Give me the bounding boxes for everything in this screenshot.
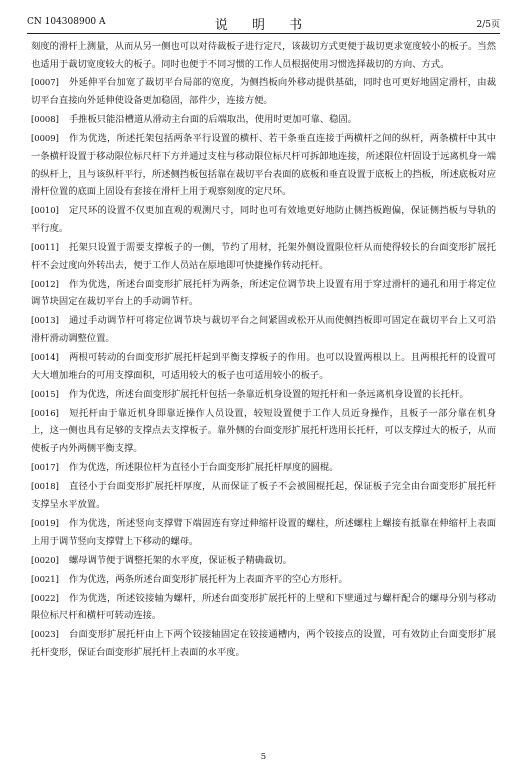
- paragraph-number: [0009]: [31, 133, 59, 144]
- paragraph: [31, 386, 496, 404]
- document-body: [31, 38, 496, 663]
- paragraph-number: [0018]: [31, 481, 59, 492]
- paragraph: [31, 515, 496, 550]
- paragraph-text: 定尺环的设置不仅更加直观的观测尺寸，同时也可有效地更好地防止侧挡板跑偏，保证侧挡板与导轨的平行度。: [31, 205, 496, 234]
- paragraph-text: 短托杆由于靠近机身即靠近操作人员设置，较短设置便于工作人员近身操作，且板子一部分靠在机身上，这一侧也具有足够的支撑点去支撑板子。靠外侧的台面变形扩展托杆选用长托杆，可以支撑过大的板子，从而使板子内外两侧平衡支撑。: [31, 407, 496, 455]
- paragraph-text: 作为优选，所述托架包括两条平行设置的横杆、若干条垂直连接于两横杆之间的纵杆，两条横杆中其中一条横杆设置于移动限位标尺杆下方并通过支柱与移动限位标尺杆可拆卸地连接，所述限位杆固设于远离机身一端的纵杆上，且与该纵杆平行，所述侧挡板包括靠在裁切平台表面的底板和垂直设置于底板上的挡板，所述底板对应滑杆位置的底面上固设有套接在滑杆上用于观察刻度的定尺环。: [31, 133, 496, 198]
- paragraph-number: [0023]: [31, 629, 59, 640]
- paragraph-number: [0013]: [31, 315, 59, 326]
- paragraph-text: 两根可转动的台面变形扩展托杆起到平衡支撑板子的作用。也可以设置两根以上。且两根托杆的设置可大大增加堆台的可用支撑面积，可适用较大的板子也可适用较小的板子。: [31, 352, 496, 381]
- page-header: [27, 14, 500, 32]
- paragraph: [31, 626, 496, 661]
- paragraph-text: 作为优选，所述限位杆为直径小于台面变形扩展托杆厚度的圆棍。: [68, 462, 339, 474]
- paragraph-number: [0015]: [31, 388, 59, 399]
- paragraph-number: [0007]: [31, 77, 59, 88]
- paragraph-number: [0011]: [31, 241, 59, 252]
- paragraph: [31, 202, 496, 237]
- paragraph: [31, 571, 496, 589]
- paragraph-text: 作为优选，两条所述台面变形扩展托杆为上表面齐平的空心方形杆。: [68, 573, 348, 585]
- paragraph-number: [0022]: [31, 592, 59, 603]
- paragraph: [31, 552, 496, 570]
- paragraph-text: 作为优选，所述台面变形扩展托杆包括一条靠近机身设置的短托杆和一条远离机身设置的长托杆。: [68, 388, 469, 400]
- document-title: 说 明 书: [214, 18, 313, 33]
- header-divider: [27, 33, 500, 34]
- paragraph: [31, 459, 496, 477]
- paragraph-number: [0016]: [31, 407, 59, 418]
- paragraph-text: 直径小于台面变形扩展托杆厚度，从而保证了板子不会被圆棍托起，保证板子完全由台面变形扩展托杆支撑呈水平放置。: [31, 481, 496, 510]
- paragraph-text: 托架只设置于需要支撑板子的一侧，节约了用材，托架外侧设置限位杆从而使得较长的台面变形扩展托杆不会过度向外转出去，便于工作人员站在原地即可快捷操作转动托杆。: [31, 241, 496, 271]
- paragraph-text: 作为优选，所述竖向支撑臂下端固连有穿过伸缩杆设置的螺柱，所述螺柱上螺接有抵靠在伸缩杆上表面上用于调节竖向支撑臂上下移动的螺母。: [31, 517, 496, 547]
- paragraph: [31, 590, 496, 625]
- page-index: 2/5页: [476, 20, 500, 30]
- paragraph-text: 刻度的滑杆上测量，从而从另一侧也可以对待裁板子进行定尺，该裁切方式更便于裁切更求宽度较小的板子。当然也适用于裁切宽度较大的板子。同时也便于不同习惯的工作人员根据使用习惯选择裁切的方向、方式。: [31, 41, 496, 70]
- paragraph: [31, 312, 496, 347]
- paragraph: [31, 405, 496, 458]
- paragraph-text: 作为优选，所述铰接轴为螺杆，所述台面变形扩展托杆的上壁和下壁通过与螺杆配合的螺母分别与移动限位标尺杆和横杆可转动连接。: [31, 592, 496, 622]
- paragraph: [31, 130, 496, 201]
- paragraph: [31, 74, 496, 109]
- page-number: 5: [260, 752, 267, 762]
- paragraph: [31, 111, 496, 129]
- paragraph-number: [0019]: [31, 517, 59, 528]
- paragraph-number: [0012]: [31, 278, 59, 289]
- paragraph-number: [0020]: [31, 554, 59, 565]
- paragraph: [31, 38, 496, 73]
- paragraph-text: 通过手动调节杆可将定位调节块与裁切平台之间紧固或松开从而使侧挡板即可固定在裁切平台上又可沿滑杆滑动调整位置。: [31, 315, 496, 345]
- paragraph: [31, 239, 496, 274]
- paragraph-text: 台面变形扩展托杆由上下两个铰接轴固定在铰接通槽内，两个铰接点的设置，可有效防止台面变形扩展托杆变形，保证台面变形扩展托杆上表面的水平度。: [31, 629, 496, 658]
- paragraph-number: [0014]: [31, 352, 59, 363]
- paragraph-text: 螺母调节便于调整托架的水平度，保证板子精确裁切。: [68, 554, 292, 566]
- paragraph-text: 手推板只能沿槽道从滑动主台面的后端取出，使用时更加可靠、稳固。: [68, 114, 358, 126]
- paragraph: [31, 276, 496, 311]
- paragraph-text: 外延伸平台加宽了裁切平台局部的宽度，为侧挡板向外移动提供基础，同时也可更好地固定滑杆，由裁切平台直接向外延伸使设备更加稳固，部件少，连接方便。: [31, 77, 496, 107]
- paragraph-number: [0017]: [31, 462, 59, 473]
- paragraph-number: [0010]: [31, 205, 59, 216]
- paragraph: [31, 349, 496, 384]
- paragraph: [31, 478, 496, 513]
- patent-number: CN 104308900 A: [27, 17, 106, 27]
- paragraph-number: [0021]: [31, 573, 59, 584]
- paragraph-text: 作为优选，所述台面变形扩展托杆为两条，所述定位调节块上设置有用于穿过滑杆的通孔和用于将定位调节块固定在裁切平台上的手动调节杆。: [31, 278, 496, 308]
- paragraph-number: [0008]: [31, 114, 59, 125]
